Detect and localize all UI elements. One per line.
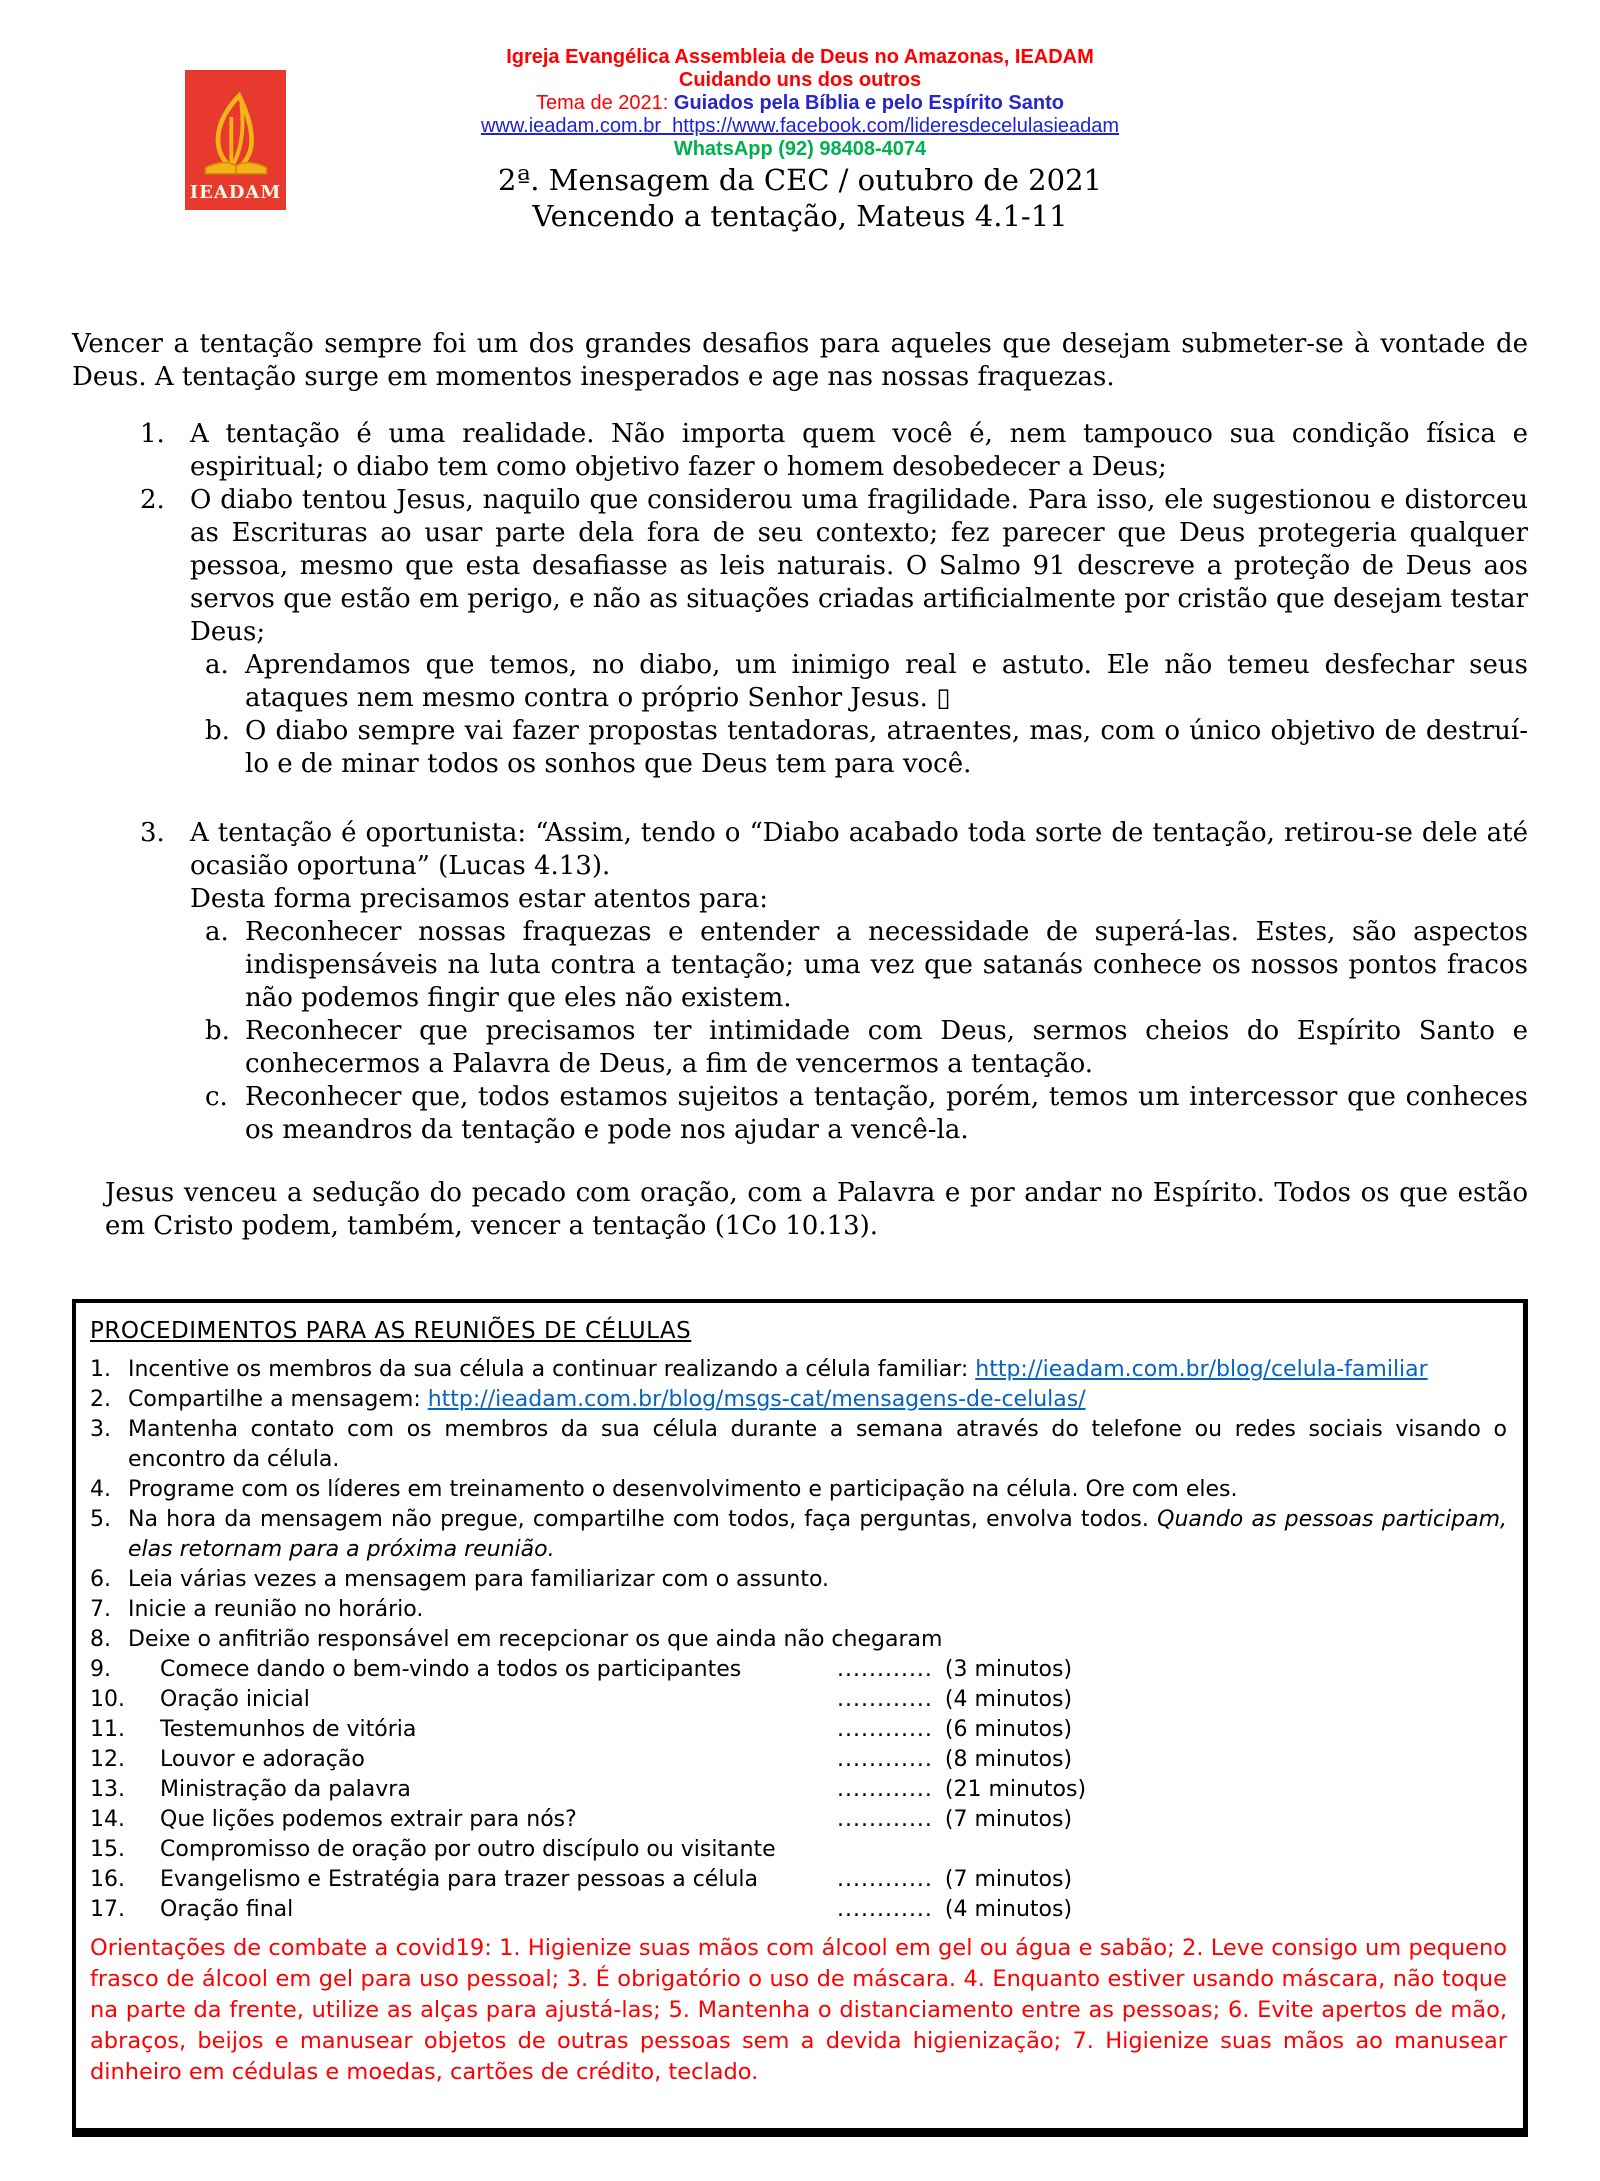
procedure-item [90, 1625, 1507, 1655]
procedure-text-content: Oração inicial [160, 1687, 310, 1712]
procedure-duration: (4 minutos) [944, 1897, 1073, 1922]
procedure-text-content: Deixe o anfitrião responsável em recepcionar os que ainda não chegaram [128, 1627, 943, 1652]
links-gap [661, 115, 672, 137]
procedure-text [160, 1775, 837, 1805]
procedure-number: 8. [90, 1627, 111, 1652]
dotted-leader: ............ [837, 1867, 933, 1892]
item-text [190, 418, 1528, 484]
procedure-text [128, 1475, 1507, 1505]
procedure-text-content: Compromisso de oração por outro discípulo ou visitante [160, 1837, 776, 1862]
subitem-text: O diabo sempre vai fazer propostas tentadoras, atraentes, mas, com o único objetivo de destruí-lo e de minar todos os sonhos que Deus tem para você. [245, 716, 1528, 779]
ieadam-logo [185, 70, 286, 210]
item-text [190, 484, 1528, 649]
item-number: 2. [140, 485, 165, 515]
procedure-text-content: Na hora da mensagem não pregue, compartilhe com todos, faça perguntas, envolva todos. [128, 1507, 1158, 1532]
procedure-text [128, 1385, 1507, 1415]
procedure-item [90, 1745, 1507, 1775]
message-item [72, 484, 1528, 649]
flame-book-icon [197, 88, 275, 180]
procedure-number: 16. [90, 1867, 125, 1892]
message-item [72, 418, 1528, 484]
procedure-text [160, 1685, 837, 1715]
procedure-text-content: Leia várias vezes a mensagem para familiarizar com o assunto. [128, 1567, 830, 1592]
procedure-item [90, 1715, 1507, 1745]
subitem-letter: a. [205, 917, 229, 947]
procedure-duration: (7 minutos) [944, 1807, 1073, 1832]
dotted-leader: ............ [837, 1747, 933, 1772]
procedure-number: 9. [90, 1657, 111, 1682]
procedures-list [90, 1355, 1507, 1925]
subitem-letter: b. [205, 1016, 230, 1046]
covid-guidelines: Orientações de combate a covid19: 1. Higienize suas mãos com álcool em gel ou água e sabão; 2. Leve consigo um pequeno frasco de álcool em gel para uso pessoal; 3. É obrigatório o uso de máscara. 4. Enquanto estiver usando máscara, não toque na parte da frente, utilize as alças para ajustá-las; 5. Mantenha o distanciamento entre as pessoas; 6. Evite apertos de mão, abraços, beijos e manusear objetos de outras pessoas sem a devida higienização; 7. Higienize suas mãos ao manusear dinheiro em cédulas e moedas, cartões de crédito, teclado. [90, 1935, 1507, 2085]
procedure-number: 6. [90, 1567, 111, 1592]
procedure-text-content: Que lições podemos extrair para nós? [160, 1807, 577, 1832]
procedure-text-content: Testemunhos de vitória [160, 1717, 417, 1742]
procedure-text [160, 1655, 837, 1685]
dotted-leader: ............ [837, 1807, 933, 1832]
procedure-number: 14. [90, 1807, 125, 1832]
item-number: 1. [140, 419, 165, 449]
procedure-number: 1. [90, 1357, 111, 1382]
dotted-leader: ............ [837, 1687, 933, 1712]
message-subitem [72, 1015, 1528, 1081]
procedure-text-content: Compartilhe a mensagem: [128, 1387, 428, 1412]
facebook-link[interactable]: https://www.facebook.com/lideresdecelulasieadam [672, 115, 1120, 137]
subitem-letter: b. [205, 716, 230, 746]
procedure-item [90, 1475, 1507, 1505]
procedure-text [128, 1355, 1507, 1385]
procedure-text [160, 1715, 837, 1745]
procedure-item [90, 1415, 1507, 1475]
procedure-item [90, 1805, 1507, 1835]
procedure-item [90, 1865, 1507, 1895]
whatsapp-line: WhatsApp (92) 98408-4074 [673, 138, 927, 160]
procedure-duration: (7 minutos) [944, 1867, 1073, 1892]
procedure-duration: (6 minutos) [944, 1717, 1073, 1742]
procedure-text [128, 1415, 1507, 1475]
message-subitem [72, 1081, 1528, 1147]
procedure-text [128, 1505, 1507, 1565]
message-title: 2ª. Mensagem da CEC / outubro de 2021 [498, 163, 1102, 197]
procedure-number: 10. [90, 1687, 125, 1712]
procedure-item [90, 1775, 1507, 1805]
procedure-text-content: Programe com os líderes em treinamento o desenvolvimento e participação na célula. Ore com eles. [128, 1477, 1238, 1502]
closing-paragraph: Jesus venceu a sedução do pecado com oração, com a Palavra e por andar no Espírito. Todos os que estão em Cristo podem, também, vencer a tentação (1Co 10.13). [105, 1178, 1528, 1241]
dotted-leader: ............ [837, 1897, 933, 1922]
procedure-text [128, 1565, 1507, 1595]
subitem-text: Reconhecer que precisamos ter intimidade com Deus, sermos cheios do Espírito Santo e conhecermos a Palavra de Deus, a fim de vencermos a tentação. [245, 1016, 1528, 1079]
procedure-text [128, 1625, 1507, 1655]
procedure-number: 15. [90, 1837, 125, 1862]
subitem-text: Reconhecer que, todos estamos sujeitos a tentação, porém, temos um intercessor que conheces os meandros da tentação e pode nos ajudar a vencê-la. [245, 1082, 1528, 1145]
procedure-duration: (4 minutos) [944, 1687, 1073, 1712]
procedure-text [160, 1865, 837, 1895]
procedure-item [90, 1835, 1507, 1865]
procedure-item [90, 1655, 1507, 1685]
procedure-item [90, 1565, 1507, 1595]
procedures-box [72, 1299, 1528, 2137]
procedure-number: 2. [90, 1387, 111, 1412]
procedure-number: 12. [90, 1747, 125, 1772]
website-link[interactable]: www.ieadam.com.br [480, 115, 662, 137]
message-item [72, 817, 1528, 916]
procedure-text [160, 1745, 837, 1775]
procedure-text-content: Incentive os membros da sua célula a continuar realizando a célula familiar: [128, 1357, 976, 1382]
procedure-text-content: Comece dando o bem-vindo a todos os participantes [160, 1657, 742, 1682]
procedure-number: 3. [90, 1417, 111, 1442]
message-subitem [72, 916, 1528, 1015]
message-subitem [72, 649, 1528, 715]
procedure-text-content: Mantenha contato com os membros da sua célula durante a semana através do telefone ou redes sociais visando o encontro da célula. [128, 1417, 1507, 1472]
procedure-link[interactable]: http://ieadam.com.br/blog/celula-familiar [975, 1357, 1428, 1382]
procedure-number: 4. [90, 1477, 111, 1502]
item-text-content: A tentação é oportunista: “Assim, tendo o “Diabo acabado toda sorte de tentação, retirou-se dele até ocasião oportuna” (Lucas 4.13). [190, 818, 1528, 881]
procedure-duration: (3 minutos) [944, 1657, 1073, 1682]
subitem-text: Aprendamos que temos, no diabo, um inimigo real e astuto. Ele não temeu desfechar seus ataques nem mesmo contra o próprio Senhor Jesus. ▯ [245, 650, 1528, 713]
item-text [190, 817, 1528, 916]
procedure-duration: (8 minutos) [944, 1747, 1073, 1772]
procedure-link[interactable]: http://ieadam.com.br/blog/msgs-cat/mensagens-de-celulas/ [427, 1387, 1086, 1412]
item-number: 3. [140, 818, 165, 848]
theme-prefix: Tema de 2021: [536, 92, 674, 114]
church-motto: Cuidando uns dos outros [678, 69, 922, 91]
subitem-text: Reconhecer nossas fraquezas e entender a necessidade de superá-las. Estes, são aspectos indispensáveis na luta contra a tentação; uma vez que satanás conhece os nossos pontos fracos não podemos fingir que eles não existem. [245, 917, 1528, 1013]
item-text-content: A tentação é uma realidade. Não importa quem você é, nem tampouco sua condição física e espiritual; o diabo tem como objetivo fazer o homem desobedecer a Deus; [190, 419, 1528, 482]
dotted-leader: ............ [837, 1777, 933, 1802]
procedure-text-content: Oração final [160, 1897, 294, 1922]
procedure-item [90, 1895, 1507, 1925]
subitem-letter: c. [205, 1082, 228, 1112]
procedure-text [128, 1595, 1507, 1625]
procedure-number: 7. [90, 1597, 111, 1622]
procedure-text-content: Louvor e adoração [160, 1747, 365, 1772]
procedure-text [160, 1835, 1507, 1865]
numbered-list [72, 418, 1528, 1147]
procedure-number: 11. [90, 1717, 125, 1742]
procedure-text-content: Ministração da palavra [160, 1777, 411, 1802]
procedure-item [90, 1385, 1507, 1415]
message-subitem [72, 715, 1528, 781]
procedures-title: PROCEDIMENTOS PARA AS REUNIÕES DE CÉLULAS [90, 1318, 692, 1344]
procedure-item [90, 1355, 1507, 1385]
procedure-text [160, 1895, 837, 1925]
item-text-content: O diabo tentou Jesus, naquilo que considerou uma fragilidade. Para isso, ele sugestionou e distorceu as Escrituras ao usar parte dela fora de seu contexto; fez parecer que Deus protegeria qualquer pessoa, mesmo que esta desafiasse as leis naturais. O Salmo 91 descreve a proteção de Deus aos servos que estão em perigo, e não as situações criadas artificialmente por cristão que desejam testar Deus; [190, 485, 1528, 647]
procedure-item [90, 1595, 1507, 1625]
dotted-leader: ............ [837, 1657, 933, 1682]
message-subtitle: Vencendo a tentação, Mateus 4.1-11 [532, 199, 1068, 233]
procedure-number: 13. [90, 1777, 125, 1802]
procedure-number: 17. [90, 1897, 125, 1922]
procedure-number: 5. [90, 1507, 111, 1532]
procedure-item [90, 1685, 1507, 1715]
dotted-leader: ............ [837, 1717, 933, 1742]
procedure-text-content: Evangelismo e Estratégia para trazer pessoas a célula [160, 1867, 758, 1892]
procedure-text-content: Inicie a reunião no horário. [128, 1597, 424, 1622]
procedure-item [90, 1505, 1507, 1565]
theme-text: Guiados pela Bíblia e pelo Espírito Santo [673, 92, 1064, 114]
procedure-text-italic: Quando as pessoas participam, elas retornam para a próxima reunião. [128, 1507, 1507, 1562]
church-name: Igreja Evangélica Assembleia de Deus no Amazonas, IEADAM [506, 46, 1094, 68]
item-subline: Desta forma precisamos estar atentos para: [190, 884, 769, 914]
logo-text: IEADAM [189, 182, 282, 203]
procedure-duration: (21 minutos) [944, 1777, 1087, 1802]
message-body [72, 328, 1528, 1243]
procedure-text [160, 1805, 837, 1835]
document-header [0, 0, 1600, 233]
subitem-letter: a. [205, 650, 229, 680]
intro-paragraph: Vencer a tentação sempre foi um dos grandes desafios para aqueles que desejam submeter-se à vontade de Deus. A tentação surge em momentos inesperados e age nas nossas fraquezas. [72, 329, 1528, 392]
